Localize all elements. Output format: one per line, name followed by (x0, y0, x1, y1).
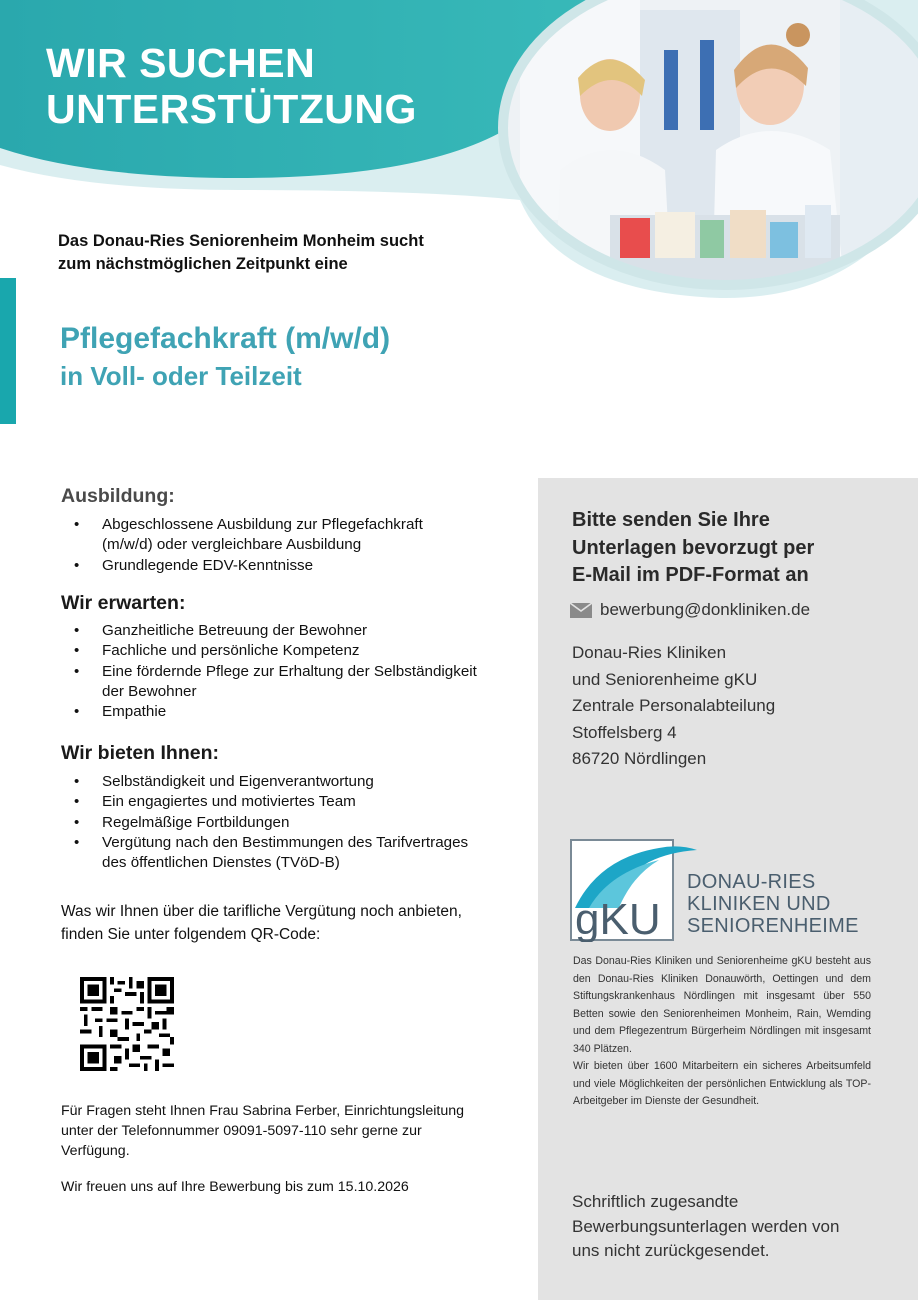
headline-line2: UNTERSTÜTZUNG (46, 86, 417, 132)
email-link[interactable]: bewerbung@donkliniken.de (600, 600, 811, 619)
list-erwarten (61, 621, 531, 722)
list-item: • Grundlegende EDV-Kenntnisse (61, 556, 521, 576)
envelope-icon (570, 603, 592, 618)
intro-line2: zum nächstmöglichen Zeitpunkt eine (58, 255, 348, 273)
postal-address: Donau-Ries Kliniken und Seniorenheime gKU Zentrale Personalabteilung Stoffelsberg 4 86720 Nördlingen (572, 643, 776, 768)
returns-notice: Schriftlich zugesandte Bewerbungsunterlagen werden von uns nicht zurückgesendet. (572, 1192, 840, 1260)
list-item: • Empathie (61, 702, 531, 722)
list-item: • Selbständigkeit und Eigenverantwortung (61, 772, 531, 792)
email-row[interactable] (570, 600, 810, 620)
intro-line1: Das Donau-Ries Seniorenheim Monheim sucht (58, 232, 424, 250)
job-title-main: Pflegefachkraft (m/w/d) (60, 322, 391, 355)
list-item: • Fachliche und persönliche Kompetenz (61, 641, 531, 661)
logo-wordmark: DONAU-RIES KLINIKEN UND SENIORENHEIME (687, 871, 859, 937)
list-item: • Vergütung nach den Bestimmungen des Tarifvertrages des öffentlichen Dienstes (TVöD-B) (61, 833, 531, 874)
section-heading: Ausbildung: (61, 485, 175, 507)
intro-text (58, 230, 424, 276)
headline-line1: WIR SUCHEN (46, 40, 316, 86)
list-item: • Regelmäßige Fortbildungen (61, 813, 531, 833)
contact-text: Für Fragen steht Ihnen Frau Sabrina Ferber, Einrichtungsleitung unter der Telefonnummer 09091-5097-110 sehr gerne zur Verfügung. (61, 1103, 464, 1159)
section-bieten (61, 742, 219, 765)
section-ausbildung (61, 485, 175, 508)
panel-heading: Bitte senden Sie Ihre Unterlagen bevorzugt per E-Mail im PDF-Format an (572, 509, 815, 586)
logo-mark: gKU (575, 895, 661, 942)
list-item: • Ein engagiertes und motiviertes Team (61, 792, 531, 812)
headline (46, 40, 417, 132)
list-ausbildung (61, 515, 521, 576)
list-item: • Eine fördernde Pflege zur Erhaltung der Selbständigkeit der Bewohner (61, 662, 531, 703)
list-item: • Abgeschlossene Ausbildung zur Pflegefachkraft (m/w/d) oder vergleichbare Ausbildung (61, 515, 521, 556)
section-heading: Wir bieten Ihnen: (61, 742, 219, 764)
closing-text: Wir freuen uns auf Ihre Bewerbung bis zum 15.10.2026 (61, 1179, 409, 1195)
list-item: • Ganzheitliche Betreuung der Bewohner (61, 621, 531, 641)
accent-bar (0, 278, 16, 424)
qr-code[interactable] (80, 977, 174, 1071)
job-title (60, 320, 390, 394)
list-bieten (61, 772, 531, 873)
company-description: Das Donau-Ries Kliniken und Seniorenheime gKU besteht aus den Donau-Ries Kliniken Donauwörth, Oettingen und dem Stiftungskrankenhaus Nördlingen mit insgesamt über 550 Betten sowie den Seniorenheimen Monheim, Rain, Wemding und dem Pflegezentrum Bürgerheim Nördlingen mit insgesamt 340 Plätzen. Wir bieten über 1600 Mitarbeitern ein sicheres Arbeitsumfeld und viele Möglichkeiten der persönlichen Entwicklung als TOP-Arbeitgeber im Dienste der Gesundheit. (573, 955, 871, 1107)
verguetung-text: Was wir Ihnen über die tarifliche Vergütung noch anbieten, finden Sie unter folgendem QR-Code: (61, 903, 462, 943)
job-title-sub: in Voll- oder Teilzeit (60, 361, 302, 391)
section-erwarten (61, 592, 185, 615)
section-heading: Wir erwarten: (61, 592, 186, 614)
